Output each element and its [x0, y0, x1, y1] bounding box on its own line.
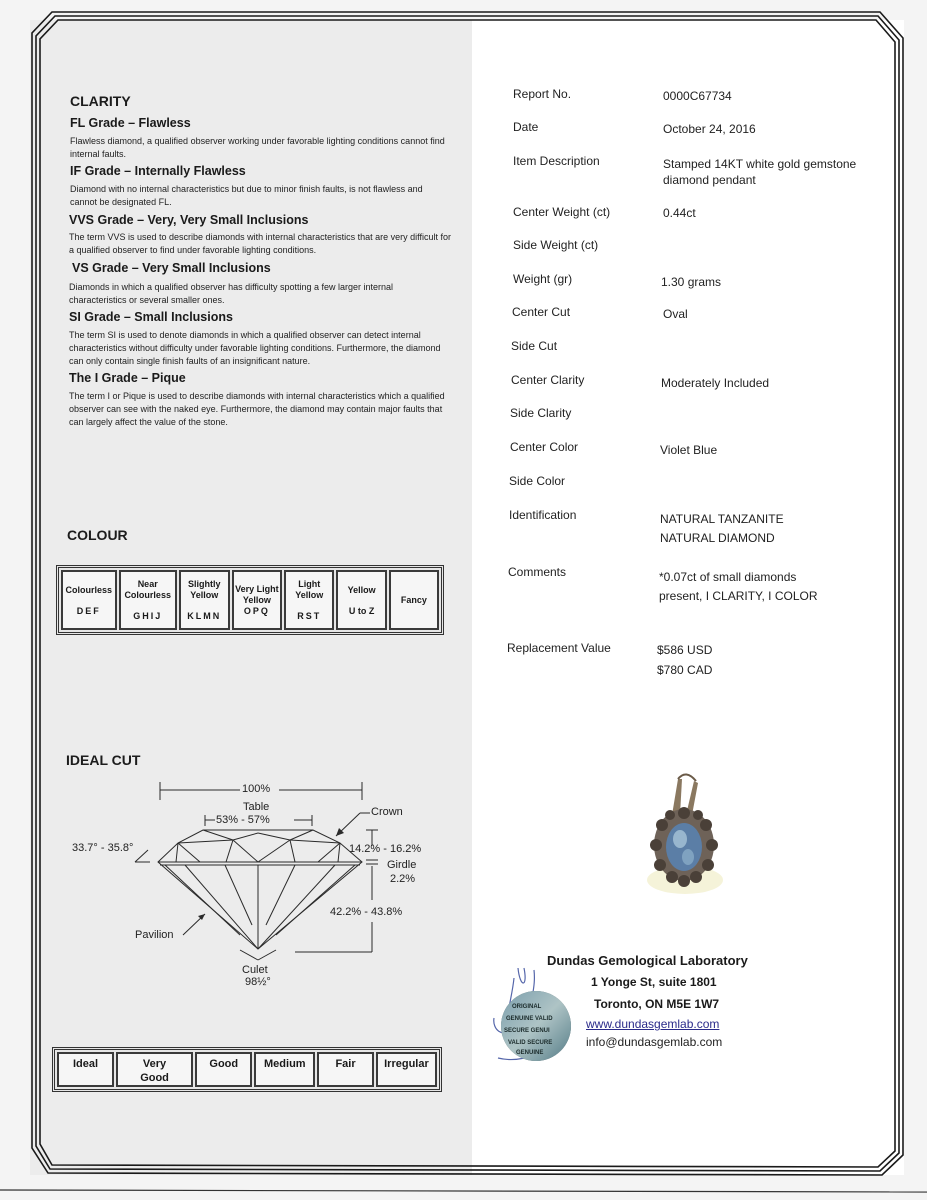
value-center-cut: Oval	[663, 307, 688, 321]
colour-name: Very Light Yellow	[235, 584, 279, 605]
culet-angle: 98½°	[245, 976, 271, 988]
colour-heading: COLOUR	[67, 527, 128, 543]
pavilion-depth: 42.2% - 43.8%	[330, 906, 403, 918]
grade-i-desc: The term I or Pique is used to describe diamonds with internal characteristics which a qualified observer can see with the naked eye. Furthermore, the diamond may contain major faults that can largely affect the value of the stone.	[69, 391, 445, 427]
lab-email: info@dundasgemlab.com	[586, 1035, 723, 1049]
holographic-seal-icon	[484, 958, 584, 1068]
label-report-no: Report No.	[513, 87, 572, 101]
svg-text:GENUINE: GENUINE	[516, 1050, 544, 1056]
pavilion-label: Pavilion	[135, 929, 174, 941]
table-label: Table	[243, 801, 270, 813]
table-range: 53% - 57%	[216, 814, 270, 826]
label-date: Date	[513, 120, 539, 134]
grade-si-desc: The term SI is used to denote diamonds in which a qualified observer can detect internal characteristics without difficulty under favorable lighting conditions. Furthermore, the diamond can only contain single finish faults of an insignificant nature.	[69, 330, 441, 366]
label-side-color: Side Color	[509, 474, 566, 488]
colour-letters: OPQ	[243, 606, 270, 616]
value-weight: 1.30 grams	[661, 275, 722, 289]
lab-name: Dundas Gemological Laboratory	[547, 953, 748, 968]
value-date: October 24, 2016	[663, 122, 756, 136]
label-comments: Comments	[508, 565, 567, 579]
colour-name: Slightly Yellow	[188, 579, 221, 600]
svg-text:VALID SECURE: VALID SECURE	[508, 1040, 553, 1046]
cut-grade-table	[52, 1047, 442, 1092]
colour-name: Fancy	[400, 594, 427, 605]
grade-fl-desc: Flawless diamond, a qualified observer working under favorable lighting conditions cannot find internal faults.	[70, 136, 445, 159]
label-center-color: Center Color	[510, 440, 579, 454]
cut-grade-ideal: Ideal	[57, 1052, 114, 1087]
diameter-label: 100%	[242, 783, 271, 795]
colour-letters: RST	[297, 611, 322, 621]
grade-vvs-title: VVS Grade – Very, Very Small Inclusions	[69, 213, 309, 227]
lab-address-line2: Toronto, ON M5E 1W7	[594, 997, 720, 1011]
value-report-no: 0000C67734	[663, 89, 732, 103]
colour-letters: DEF	[76, 605, 101, 616]
label-side-cut: Side Cut	[511, 339, 558, 353]
cut-grade-irregular: Irregular	[376, 1052, 437, 1087]
value-item-description: Stamped 14KT white gold gemstone diamond pendant	[663, 157, 857, 187]
svg-text:GENUINE VALID: GENUINE VALID	[506, 1016, 553, 1022]
crown-label: Crown	[371, 806, 403, 818]
value-comments: *0.07ct of small diamonds present, I CLARITY, I COLOR	[659, 570, 818, 603]
value-replacement-usd: $586 USD	[657, 643, 713, 657]
grade-vs-desc: Diamonds in which a qualified observer has difficulty spotting a few larger internal characteristics or several smaller ones.	[69, 282, 394, 305]
grade-fl-title: FL Grade – Flawless	[70, 116, 191, 130]
label-center-weight: Center Weight (ct)	[513, 205, 611, 219]
label-side-clarity: Side Clarity	[510, 406, 572, 420]
colour-name: Light Yellow	[295, 579, 324, 600]
girdle-value: 2.2%	[390, 873, 416, 885]
label-replacement-value: Replacement Value	[507, 641, 611, 655]
colour-name: Near Colourless	[124, 579, 171, 600]
svg-text:ORIGINAL: ORIGINAL	[512, 1004, 542, 1010]
colour-letters: KLMN	[187, 611, 222, 621]
cut-grade-very-good: Very Good	[116, 1052, 193, 1087]
culet-label: Culet	[242, 964, 268, 976]
pendant-photo	[600, 765, 760, 910]
grade-si-title: SI Grade – Small Inclusions	[69, 310, 233, 324]
ideal-cut-heading: IDEAL CUT	[66, 752, 141, 768]
label-center-cut: Center Cut	[512, 305, 571, 319]
lab-website-link[interactable]: www.dundasgemlab.com	[586, 1017, 720, 1031]
colour-name: Colourless	[65, 584, 113, 595]
value-identification-1: NATURAL TANZANITE	[660, 512, 784, 526]
value-center-clarity: Moderately Included	[661, 376, 770, 390]
value-identification-2: NATURAL DIAMOND	[660, 531, 775, 545]
label-center-clarity: Center Clarity	[511, 373, 585, 387]
tanzanite-gem	[666, 823, 702, 871]
cut-grade-fair: Fair	[317, 1052, 374, 1087]
value-center-weight: 0.44ct	[663, 206, 696, 220]
label-weight: Weight (gr)	[513, 272, 573, 286]
label-identification: Identification	[509, 508, 577, 522]
grade-vs-title: VS Grade – Very Small Inclusions	[72, 261, 271, 275]
crown-height: 14.2% - 16.2%	[349, 843, 422, 855]
lab-address-line1: 1 Yonge St, suite 1801	[591, 975, 717, 989]
colour-name: Yellow	[347, 584, 376, 595]
cut-grade-medium: Medium	[254, 1052, 315, 1087]
clarity-heading: CLARITY	[70, 93, 131, 109]
grade-vvs-desc: The term VVS is used to describe diamonds with internal characteristics that are very difficult for a qualified observer to find under favorable lighting conditions.	[69, 232, 451, 255]
value-replacement-cad: $780 CAD	[657, 663, 713, 677]
label-side-weight: Side Weight (ct)	[513, 238, 599, 252]
colour-letters: GHIJ	[133, 611, 163, 621]
cut-grade-good: Good	[195, 1052, 252, 1087]
label-item-description: Item Description	[513, 154, 600, 168]
value-center-color: Violet Blue	[660, 443, 718, 457]
grade-if-title: IF Grade – Internally Flawless	[70, 164, 246, 178]
grade-i-title: The I Grade – Pique	[69, 371, 186, 385]
girdle-label: Girdle	[387, 859, 417, 871]
grade-if-desc: Diamond with no internal characteristics but due to minor finish faults, is not flawless and cannot be designated FL.	[70, 184, 423, 207]
svg-text:SECURE GENUI: SECURE GENUI	[504, 1028, 550, 1034]
colour-letters: U to Z	[348, 605, 375, 616]
crown-angle: 33.7° - 35.8°	[72, 842, 134, 854]
